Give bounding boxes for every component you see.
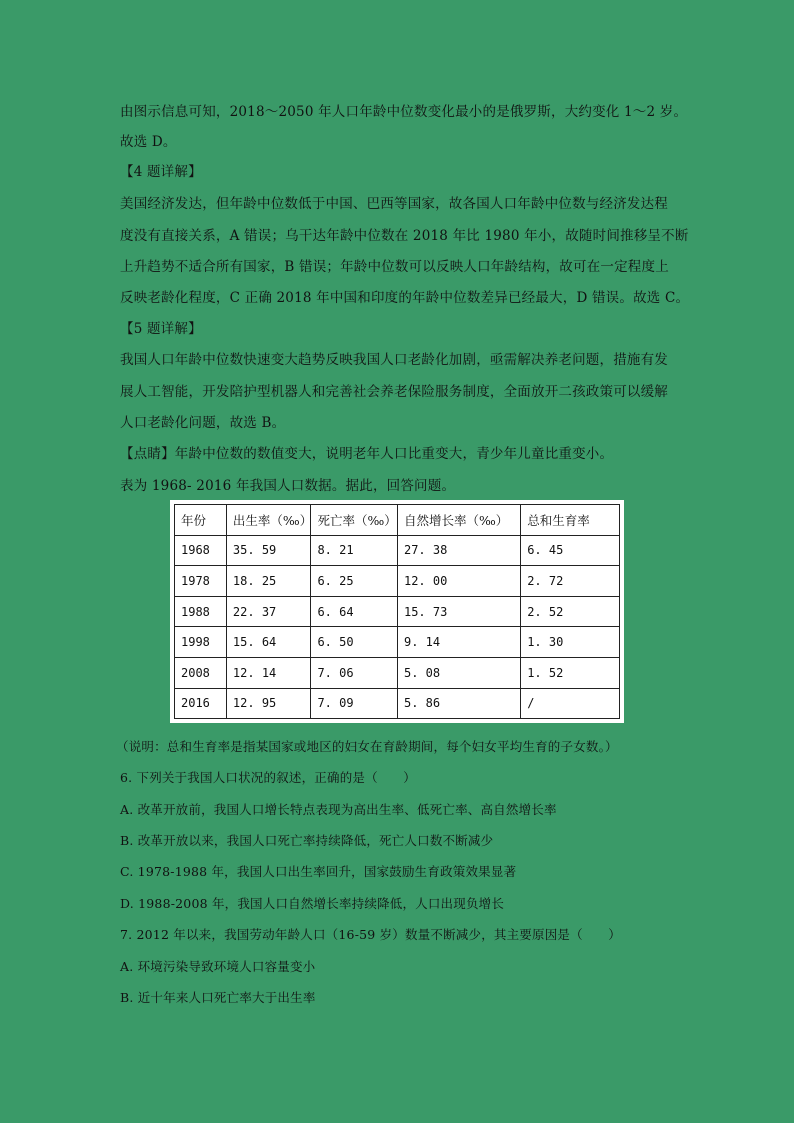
cell-fertility-rate: 6. 45 bbox=[521, 535, 620, 566]
cell-fertility-rate: 1. 52 bbox=[521, 657, 620, 688]
cell-natural-growth: 27. 38 bbox=[397, 535, 520, 566]
cell-fertility-rate: / bbox=[521, 688, 620, 719]
table-row bbox=[175, 535, 620, 566]
cell-death-rate: 6. 25 bbox=[311, 566, 398, 597]
cell-birth-rate: 15. 64 bbox=[226, 627, 311, 658]
cell-natural-growth: 15. 73 bbox=[397, 596, 520, 627]
cell-natural-growth: 9. 14 bbox=[397, 627, 520, 658]
table-row bbox=[175, 688, 620, 719]
question-6-option-a: A. 改革开放前，我国人口增长特点表现为高出生率、低死亡率、高自然增长率 bbox=[120, 802, 557, 817]
header-natural-growth: 自然增长率（‰） bbox=[397, 505, 520, 536]
paragraph-q5-line2: 展人工智能，开发陪护型机器人和完善社会养老保险服务制度，全面放开二孩政策可以缓解 bbox=[120, 384, 668, 400]
header-birth-rate: 出生率（‰） bbox=[226, 505, 311, 536]
cell-natural-growth: 5. 86 bbox=[397, 688, 520, 719]
cell-birth-rate: 12. 14 bbox=[226, 657, 311, 688]
cell-natural-growth: 12. 00 bbox=[397, 566, 520, 597]
paragraph-q3-conclusion: 由图示信息可知，2018～2050 年人口年龄中位数变化最小的是俄罗斯，大约变化 1～2 岁。 bbox=[120, 104, 688, 120]
cell-year: 1968 bbox=[175, 535, 227, 566]
cell-year: 2008 bbox=[175, 657, 227, 688]
cell-birth-rate: 18. 25 bbox=[226, 566, 311, 597]
paragraph-q3-answer: 故选 D。 bbox=[120, 134, 177, 150]
paragraph-tip: 【点睛】年龄中位数的数值变大，说明老年人口比重变大，青少年儿童比重变小。 bbox=[120, 446, 614, 462]
question-6-option-d: D. 1988-2008 年，我国人口自然增长率持续降低，人口出现负增长 bbox=[120, 896, 505, 911]
header-year: 年份 bbox=[175, 505, 227, 536]
cell-death-rate: 8. 21 bbox=[311, 535, 398, 566]
cell-fertility-rate: 2. 72 bbox=[521, 566, 620, 597]
cell-birth-rate: 35. 59 bbox=[226, 535, 311, 566]
question-7-stem: 7. 2012 年以来，我国劳动年龄人口（16-59 岁）数量不断减少，其主要原因是（ ） bbox=[120, 927, 621, 942]
question-7-option-b: B. 近十年来人口死亡率大于出生率 bbox=[120, 990, 316, 1005]
cell-natural-growth: 5. 08 bbox=[397, 657, 520, 688]
cell-death-rate: 7. 09 bbox=[311, 688, 398, 719]
paragraph-q4-line2: 度没有直接关系，A 错误；乌干达年龄中位数在 2018 年比 1980 年小，故随时间推移呈不断 bbox=[120, 228, 689, 244]
cell-year: 2016 bbox=[175, 688, 227, 719]
header-fertility-rate: 总和生育率 bbox=[521, 505, 620, 536]
cell-birth-rate: 22. 37 bbox=[226, 596, 311, 627]
heading-q5-detail: 【5 题详解】 bbox=[120, 321, 202, 337]
paragraph-table-intro: 表为 1968- 2016 年我国人口数据。据此，回答问题。 bbox=[120, 478, 456, 494]
table-note: （说明：总和生育率是指某国家或地区的妇女在育龄期间，每个妇女平均生育的子女数。） bbox=[116, 739, 618, 754]
question-6-option-c: C. 1978-1988 年，我国人口出生率回升，国家鼓励生育政策效果显著 bbox=[120, 864, 517, 879]
paragraph-q4-line4: 反映老龄化程度，C 正确 2018 年中国和印度的年龄中位数差异已经最大，D 错误。故选 C。 bbox=[120, 290, 690, 306]
heading-q4-detail: 【4 题详解】 bbox=[120, 164, 202, 180]
paragraph-q5-line3: 人口老龄化问题，故选 B。 bbox=[120, 415, 286, 431]
table-row bbox=[175, 596, 620, 627]
cell-death-rate: 6. 64 bbox=[311, 596, 398, 627]
cell-death-rate: 6. 50 bbox=[311, 627, 398, 658]
table-row bbox=[175, 566, 620, 597]
paragraph-q4-line3: 上升趋势不适合所有国家，B 错误；年龄中位数可以反映人口年龄结构，故可在一定程度上 bbox=[120, 259, 669, 275]
question-6-stem: 6. 下列关于我国人口状况的叙述，正确的是（ ） bbox=[120, 770, 416, 785]
question-6-option-b: B. 改革开放以来，我国人口死亡率持续降低，死亡人口数不断减少 bbox=[120, 833, 494, 848]
cell-death-rate: 7. 06 bbox=[311, 657, 398, 688]
population-data-table bbox=[174, 504, 620, 719]
cell-year: 1978 bbox=[175, 566, 227, 597]
paragraph-q4-line1: 美国经济发达，但年龄中位数低于中国、巴西等国家，故各国人口年龄中位数与经济发达程 bbox=[120, 196, 668, 212]
question-7-option-a: A. 环境污染导致环境人口容量变小 bbox=[120, 959, 316, 974]
cell-fertility-rate: 1. 30 bbox=[521, 627, 620, 658]
paragraph-q5-line1: 我国人口年龄中位数快速变大趋势反映我国人口老龄化加剧，亟需解决养老问题，措施有发 bbox=[120, 352, 668, 368]
table-row bbox=[175, 627, 620, 658]
cell-birth-rate: 12. 95 bbox=[226, 688, 311, 719]
cell-year: 1988 bbox=[175, 596, 227, 627]
header-death-rate: 死亡率（‰） bbox=[311, 505, 398, 536]
cell-year: 1998 bbox=[175, 627, 227, 658]
table-row bbox=[175, 657, 620, 688]
cell-fertility-rate: 2. 52 bbox=[521, 596, 620, 627]
table-header-row bbox=[175, 505, 620, 536]
